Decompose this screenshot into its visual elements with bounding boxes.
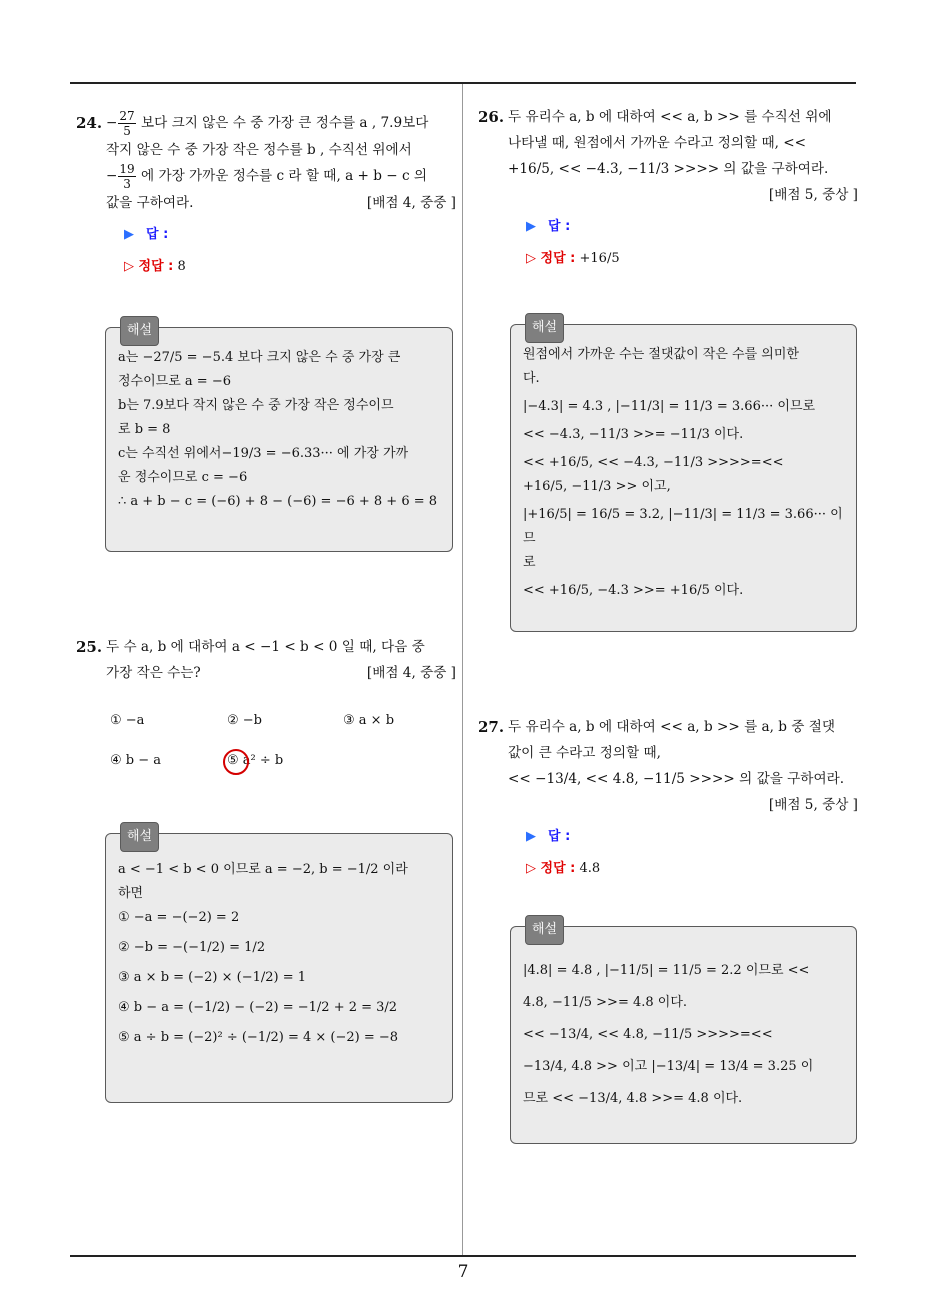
- choice-1[interactable]: ① −a: [110, 713, 145, 728]
- score-meta: [배점 4, 중중 ]: [366, 665, 456, 681]
- correct-answer-line: ▷ 정답 : +16/5: [526, 251, 620, 266]
- top-rule: [70, 82, 856, 84]
- choice-3[interactable]: ③ a × b: [343, 713, 395, 728]
- play-icon: ▶: [124, 227, 134, 242]
- question-number: 25.: [76, 638, 103, 656]
- choice-5[interactable]: ⑤ a² ÷ b: [227, 753, 283, 768]
- choice-4[interactable]: ④ b − a: [110, 753, 162, 768]
- fraction: $\frac{27}{5}$: [119, 109, 135, 138]
- explanation-box-25: 해설 a < −1 < b < 0 이므로 a = −2, b = −1/2 이라 하면 ① −a = −(−2) = 2 ② −b = −(−1/2) = 1/2 ③ a × b = (−2) × (−1/2) = 1 ④ b − a = (−1/2) − (−2) = −1/2 + 2 = 3/2 ⑤ a ÷ b = (−2)² ÷ (−1/2) = 4 × (−2) = −8: [105, 833, 453, 1103]
- explanation-box-26: 해설 원점에서 가까운 수는 절댓값이 작은 수를 의미한 다. |−4.3| = 4.3 , |−11/3| = 11/3 = 3.66··· 이므로 << −4.3, −11/3 >>= −11/3 이다. << +16/5, << −4.3, −11/3 >>>>=<< +16/5, −11/3 >> 이고, |+16/5| = 16/5 = 3.2, |−11/3| = 11/3 = 3.66··· 이므 로 << +16/5, −4.3 >>= +16/5 이다.: [510, 324, 857, 632]
- play-icon: ▶: [526, 219, 536, 234]
- answer-line: ▶ 답 :: [106, 222, 456, 248]
- correct-answer-line: ▷ 정답 : 4.8: [526, 861, 601, 876]
- score-meta: [배점 5, 중상 ]: [768, 797, 858, 813]
- selected-circle-mark: [223, 749, 249, 775]
- triangle-outline-icon: ▷: [526, 861, 541, 876]
- explanation-box-24: 해설 a는 −27/5 = −5.4 보다 크지 않은 수 중 가장 큰 정수이므로 a = −6 b는 7.9보다 작지 않은 수 중 가장 작은 정수이므 로 b = 8 c는 수직선 위에서−19/3 = −6.33··· 에 가장 가까 운 정수이므로 c = −6 ∴ a + b − c = (−6) + 8 − (−6) = −6 + 8 + 6 = 8: [105, 327, 453, 552]
- explanation-tag: 해설: [120, 316, 159, 346]
- question-27: 27. 두 유리수 a, b 에 대하여 << a, b >> 를 a, b 중 절댓 값이 큰 수라고 정의할 때, << −13/4, << 4.8, −11/5 >>>> 의 값을 구하여라. [배점 5, 중상 ] ▶ 답 : ▷ 정답 : 4.8: [478, 714, 858, 882]
- correct-answer-line: ▷ 정답 : 8: [124, 259, 186, 274]
- page-number: 7: [457, 1262, 469, 1282]
- question-number: 26.: [478, 108, 505, 126]
- explanation-tag: 해설: [525, 915, 564, 945]
- choices-25: [110, 713, 450, 773]
- answer-line: ▶ 답 :: [508, 824, 858, 850]
- triangle-outline-icon: ▷: [526, 251, 541, 266]
- question-number: 27.: [478, 718, 505, 736]
- question-text: − $\frac{27}{5}$ 보다 크지 않은 수 중 가장 큰 정수를 a , 7.9보다 작지 않은 수 중 가장 작은 정수를 b , 수직선 위에서 − $\frac{19}{3}$ 에 가장 가까운 정수를 c 라 할 때, a + b − c 의 값을 구하여라. [배점 4, 중중 ]: [106, 110, 456, 216]
- score-meta: [배점 5, 중상 ]: [768, 187, 858, 203]
- fraction: $\frac{19}{3}$: [119, 162, 135, 191]
- question-26: 26. 두 유리수 a, b 에 대하여 << a, b >> 를 수직선 위에 나타낼 때, 원점에서 가까운 수라고 정의할 때, << +16/5, << −4.3, −11/3 >>>> 의 값을 구하여라. [배점 5, 중상 ] ▶ 답 : ▷ 정답 : +16/5: [478, 104, 858, 272]
- question-number: 24.: [76, 114, 103, 132]
- bottom-rule: [70, 1255, 856, 1257]
- column-divider: [462, 84, 463, 1256]
- answer-line: ▶ 답 :: [508, 214, 858, 240]
- triangle-outline-icon: ▷: [124, 259, 139, 274]
- explanation-box-27: 해설 |4.8| = 4.8 , |−11/5| = 11/5 = 2.2 이므로 << 4.8, −11/5 >>= 4.8 이다. << −13/4, << 4.8, −11/5 >>>>=<< −13/4, 4.8 >> 이고 |−13/4| = 13/4 = 3.25 이 므로 << −13/4, 4.8 >>= 4.8 이다.: [510, 926, 857, 1144]
- question-24: [76, 110, 456, 280]
- score-meta: [배점 4, 중중 ]: [366, 195, 456, 211]
- question-25: 25. 두 수 a, b 에 대하여 a < −1 < b < 0 일 때, 다음 중 가장 작은 수는? [배점 4, 중중 ]: [76, 634, 456, 686]
- choice-2[interactable]: ② −b: [227, 713, 263, 728]
- explanation-tag: 해설: [120, 822, 159, 852]
- play-icon: ▶: [526, 829, 536, 844]
- explanation-tag: 해설: [525, 313, 564, 343]
